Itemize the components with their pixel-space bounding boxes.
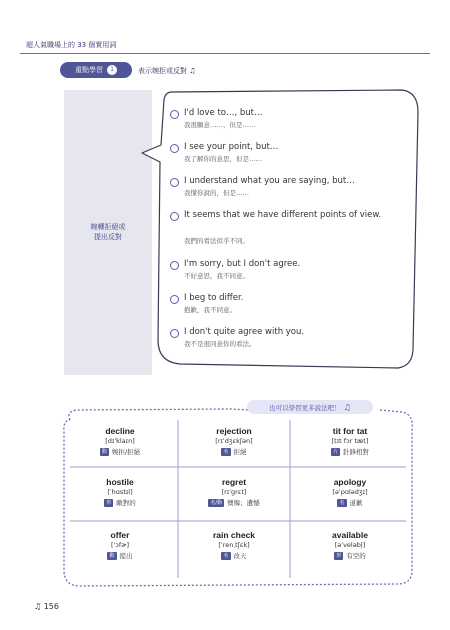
vocab-gloss: 道歉: [349, 499, 363, 507]
vocab-word: regret: [221, 477, 247, 487]
vocab-gloss: 敵對的: [116, 499, 136, 507]
phrase-chinese: 我懂你說的，但是……: [184, 189, 249, 197]
phrase-english: It seems that we have different points of view.: [184, 210, 382, 220]
vocab-word: tit for tat: [332, 426, 368, 436]
vocab-cell: [174, 477, 294, 507]
phrase-chinese: 不好意思，我不同意。: [184, 272, 249, 280]
phrase-chinese: 抱歉，我不同意。: [184, 306, 236, 314]
section-badge-label: 重點學習: [75, 66, 103, 74]
vocab-cell: [174, 530, 294, 560]
tip-tag: [247, 400, 373, 414]
vocab-ipa: [rɪˈgrɛt]: [221, 488, 247, 496]
vocab-ipa: [əˈveləbl̩]: [334, 541, 366, 549]
side-label-line-1: 婉轉拒絕或: [90, 223, 126, 231]
vocab-ipa: [ˈrenˌtʃɛk]: [218, 541, 250, 549]
pos-badge: 名/動: [210, 499, 223, 506]
vocab-cell: [60, 530, 180, 560]
section-caption: 表示婉拒或反對 ♫: [138, 67, 196, 75]
vocab-gloss: 有空的: [346, 552, 366, 560]
vocab-ipa: [ˈɔfɚ]: [110, 541, 130, 549]
phrase-english: I'd love to…, but…: [184, 108, 263, 118]
phrase-chinese: 我不是很同意你的看法。: [184, 340, 256, 348]
vocab-word: offer: [110, 530, 130, 540]
phrase-english: I'm sorry, but I don't agree.: [184, 259, 301, 269]
vocab-word: apology: [333, 477, 367, 487]
pos-badge: 名: [223, 448, 229, 455]
music-note-icon: ♫: [34, 602, 42, 611]
vocab-word: rejection: [216, 426, 252, 436]
vocab-gloss: 婉拒/拒絕: [111, 448, 141, 456]
vocab-ipa: [əˈpɑlədʒɪ]: [332, 488, 368, 496]
vocab-ipa: [dɪˈklaɪn]: [105, 437, 135, 445]
phrase-chinese: 我了解你的意思，但是……: [184, 155, 262, 163]
vocab-word: rain check: [212, 530, 256, 540]
section-number: 1: [107, 65, 117, 75]
vocab-cell: [290, 477, 410, 507]
page-number: [34, 602, 59, 611]
vocab-cell: [60, 477, 180, 507]
pos-badge: 動: [101, 448, 107, 455]
vocab-cell: [290, 530, 410, 560]
vocab-word: available: [332, 530, 368, 540]
vocab-word: decline: [105, 426, 135, 436]
vocab-cell: [60, 426, 180, 456]
phrase-english: I don't quite agree with you.: [184, 327, 305, 337]
pos-badge: 形: [336, 552, 342, 559]
phrase-english: I beg to differ.: [184, 293, 244, 303]
pos-badge: 動: [109, 552, 115, 559]
vocab-gloss: 提出: [119, 552, 133, 560]
side-label-line-2: 提出反對: [94, 233, 122, 241]
vocab-cell: [174, 426, 294, 456]
phrase-english: I understand what you are saying, but…: [184, 176, 355, 186]
vocab-ipa: [ˈhɑstɪl]: [107, 488, 133, 496]
tip-text: 也可以學習更多說法吧！: [269, 403, 341, 412]
vocab-word: hostile: [106, 477, 134, 487]
phrase-english: I see your point, but…: [184, 142, 279, 152]
vocab-gloss: 拒絕: [233, 448, 247, 456]
phrase-chinese: 我們的看法似乎不同。: [184, 237, 249, 245]
music-note-icon: ♫: [343, 402, 351, 412]
vocab-gloss: 懊悔；遺憾: [227, 499, 260, 507]
vocab-ipa: [tɪt fɔr tæt]: [331, 437, 369, 445]
running-header: 超人氣職場上的 33 個實用詞: [26, 41, 117, 49]
vocab-ipa: [rɪˈdʒɛkʃən]: [215, 437, 253, 445]
vocab-gloss: 改天: [233, 552, 247, 560]
pos-badge: 片: [332, 448, 338, 455]
pos-badge: 形: [106, 499, 112, 506]
pos-badge: 名: [223, 552, 229, 559]
vocab-gloss: 針鋒相對: [343, 448, 369, 456]
phrase-chinese: 我很願意……，但是……: [184, 121, 256, 129]
pos-badge: 名: [339, 499, 345, 506]
page-number-value: 156: [43, 602, 59, 611]
vocab-cell: [290, 426, 410, 456]
